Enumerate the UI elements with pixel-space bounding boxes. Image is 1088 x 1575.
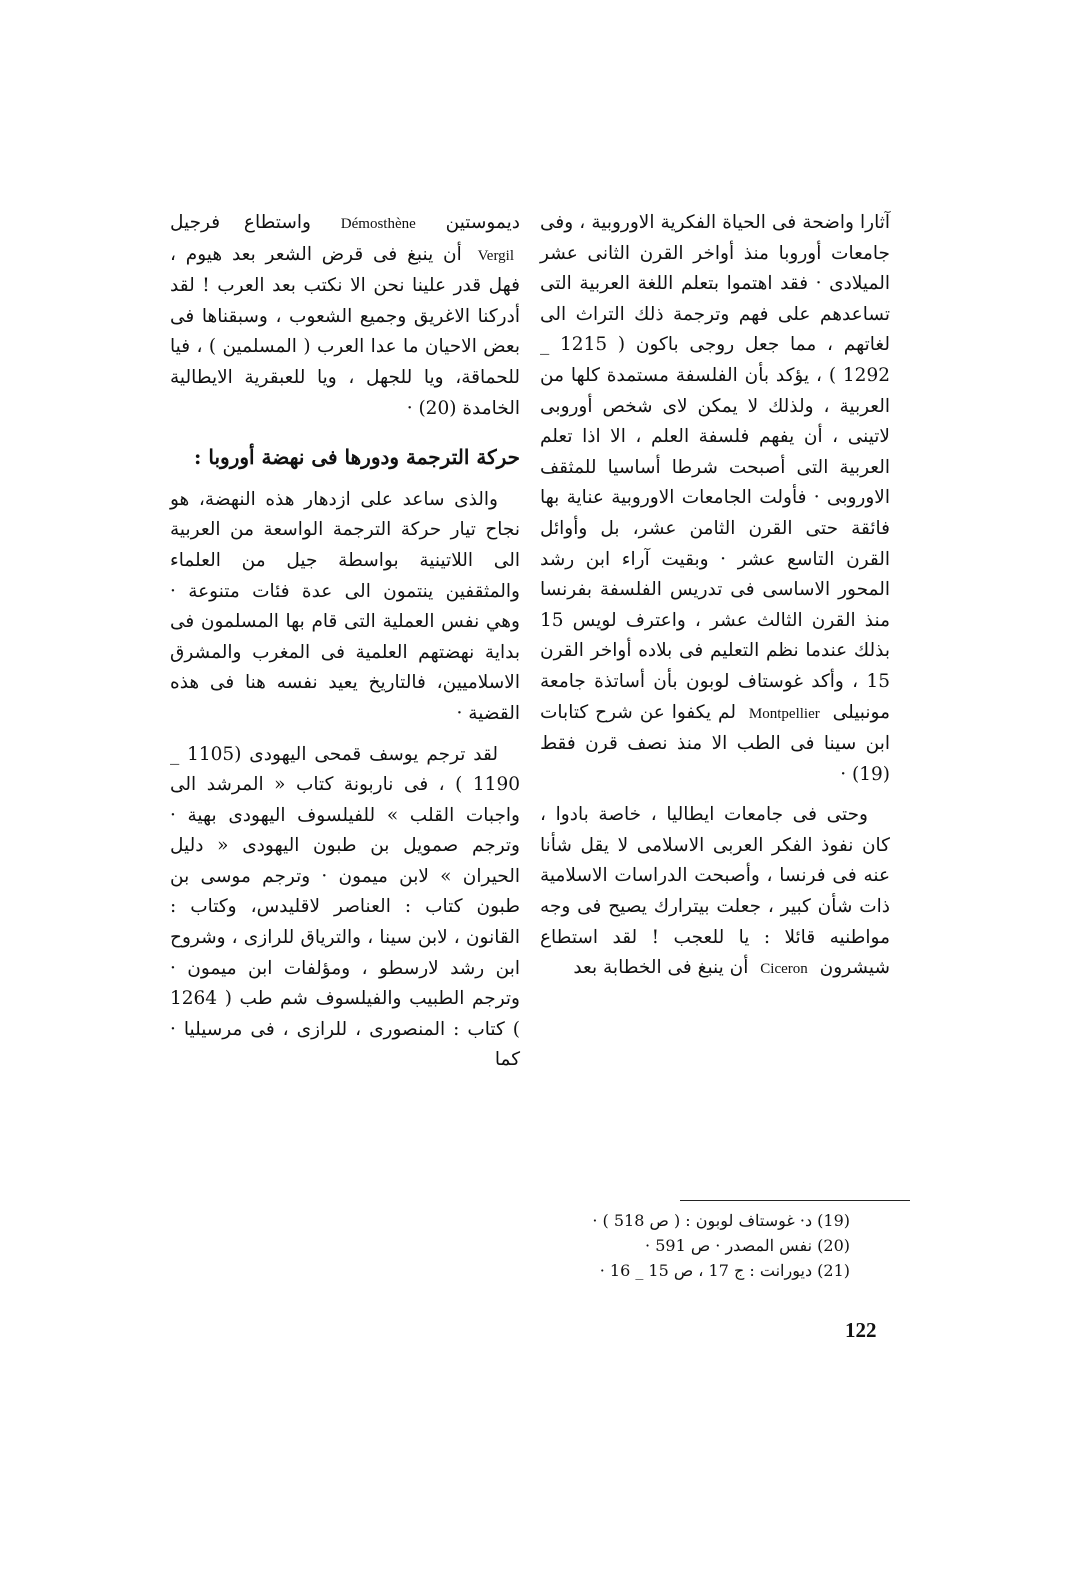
latin-term: Ciceron xyxy=(760,961,808,978)
footnote-divider xyxy=(680,1200,910,1201)
footnotes xyxy=(480,1208,850,1283)
footnote-20: (20) نفس المصدر · ص 591 · xyxy=(645,1236,850,1255)
latin-term: Vergil xyxy=(477,247,515,264)
left-text-column xyxy=(170,208,520,1076)
left-paragraph-1: ديموستين Démosthène واستطاع فرجيل Vergil أن ينبغ فى قرض الشعر بعد هيوم ، فهل قدر علينا نحن الا نكتب بعد العرب ! لقد أدركنا الاغريق وجميع الشعوب ، وسبقناها فى بعض الاحيان ما عدا العرب ( المسلمين ) ، فيا للحماقة، ويا للجهل ، ويا للعبقرية الايطالية الخامدة (20) · xyxy=(170,212,520,419)
latin-term: Démosthène xyxy=(340,216,416,232)
right-text-column xyxy=(540,208,890,985)
page-number: 122 xyxy=(845,1318,877,1342)
left-paragraph-3: لقد ترجم يوسف قمحى اليهودى (1105 _ 1190 ) ، فى ناربونة كتاب « المرشد الى واجبات القلب » للفيلسوف اليهودى بهية · وترجم صمويل بن طبون اليهودى « دليل الحيران » لابن ميمون · وترجم موسى بن طبون كتاب : العناصر لاقليدس، وكتاب : القانون ، لابن سينا ، والترياق للرازى ، وشروح ابن رشد لارسطو ، ومؤلفات ابن ميمون · وترجم الطبيب والفيلسوف شم طب ( 1264 ) كتاب : المنصورى ، للرازى ، فى مرسيليا · كما xyxy=(170,743,520,1071)
footnote-21: (21) ديورانت : ج 17 ، ص 15 _ 16 · xyxy=(599,1261,850,1280)
latin-term: Montpellier xyxy=(748,705,820,722)
footnote-19: (19) د· غوستاف لوبون : ( ص 518 ) · xyxy=(592,1211,850,1230)
left-paragraph-2: والذى ساعد على ازدهار هذه النهضة، هو نجاح تيار حركة الترجمة الواسعة من العربية الى اللاتينية بواسطة جيل من العلماء والمثقفين ينتمون الى عدة فئات متنوعة · وهي نفس العملية التى قام بها المسلمون فى بداية نهضتهم العلمية فى المغرب والمشرق الاسلاميين، فالتاريخ يعيد نفسه هنا فى هذه القضية · xyxy=(170,488,520,724)
right-paragraph-1: آثارا واضحة فى الحياة الفكرية الاوروبية ، وفى جامعات أوروبا منذ أواخر القرن الثانى عشر الميلادى · فقد اهتموا بتعلم اللغة العربية التى تساعدهم على فهم وترجمة ذلك التراث الى لغاتهم ، مما جعل روجى باكون ( 1215 _ 1292 ) ، يؤكد بأن الفلسفة مستمدة كلها من العربية ، ولذلك لا يمكن لاى شخص أوروبى لاتينى ، أن يفهم فلسفة العلم ، الا اذا تعلم العربية التى أصبحت شرطا أساسيا للمثقف الاوروبى · فأولت الجامعات الاوروبية عناية بها فائقة حتى القرن الثامن عشر، بل وأوائل القرن التاسع عشر · وبقيت آراء ابن رشد المحور الاساسى فى تدريس الفلسفة بفرنسا منذ القرن الثالث عشر ، واعترف لويس 15 بذلك عندما نظم التعليم فى بلاده أواخر القرن 15 ، وأكد غوستاف لوبون بأن أساتذة جامعة مونبيلى Montpellier لم يكفوا عن شرح كتابات ابن سينا فى الطب الا منذ نصف قرن فقط (19) · xyxy=(540,212,890,785)
section-heading: حركة الترجمة ودورها فى نهضة أوروبا : xyxy=(194,445,520,470)
right-paragraph-2: وحتى فى جامعات ايطاليا ، خاصة بادوا ، كان نفوذ الفكر العربى الاسلامى لا يقل شأنا عنه فى فرنسا ، وأصبحت الدراسات الاسلامية ذات شأن كبير ، جعلت بيترارك يصيح فى وجه مواطنيه قائلا : يا للعجب ! لقد استطاع شيشرون Ciceron أن ينبغ فى الخطابة بعد xyxy=(540,804,890,979)
